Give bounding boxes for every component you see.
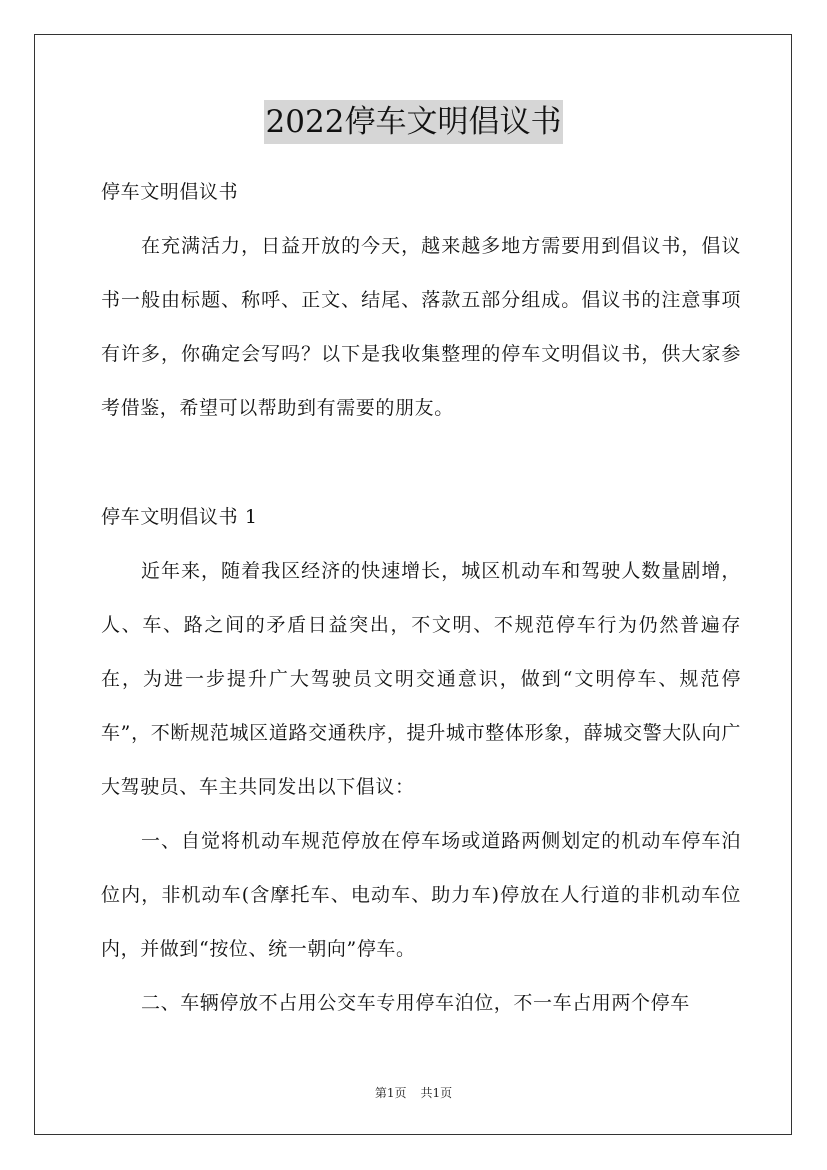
body-paragraph: 二、车辆停放不占用公交车专用停车泊位，不一车占用两个停车 (141, 992, 690, 1014)
page-number: 第1页 (374, 1086, 407, 1100)
page-footer (0, 1084, 827, 1101)
body-paragraph: 一、自觉将机动车规范停放在停车场或道路两侧划定的机动车停车泊位内，非机动车(含摩托车、电动车、助力车)停放在人行道的非机动车位内，并做到“按位、统一朝向”停车。 (101, 830, 741, 960)
document-title: 2022停车文明倡议书 (264, 100, 564, 144)
body-paragraph: 近年来，随着我区经济的快速增长，城区机动车和驾驶人数量剧增，人、车、路之间的矛盾日益突出，不文明、不规范停车行为仍然普遍存在，为进一步提升广大驾驶员文明交通意识，做到“文明停车、规范停车”，不断规范城区道路交通秩序，提升城市整体形象，薛城交警大队向广大驾驶员、车主共同发出以下倡议： (101, 560, 741, 798)
section-heading: 停车文明倡议书 1 (101, 506, 258, 528)
intro-paragraph: 在充满活力，日益开放的今天，越来越多地方需要用到倡议书，倡议书一般由标题、称呼、正文、结尾、落款五部分组成。倡议书的注意事项有许多，你确定会写吗？以下是我收集整理的停车文明倡议书，供大家参考借鉴，希望可以帮助到有需要的朋友。 (101, 235, 741, 419)
title-container (0, 100, 827, 144)
page-total: 共1页 (420, 1086, 453, 1100)
section-spacer (101, 435, 741, 490)
document-body (101, 165, 741, 1030)
document-subtitle: 停车文明倡议书 (101, 181, 239, 203)
